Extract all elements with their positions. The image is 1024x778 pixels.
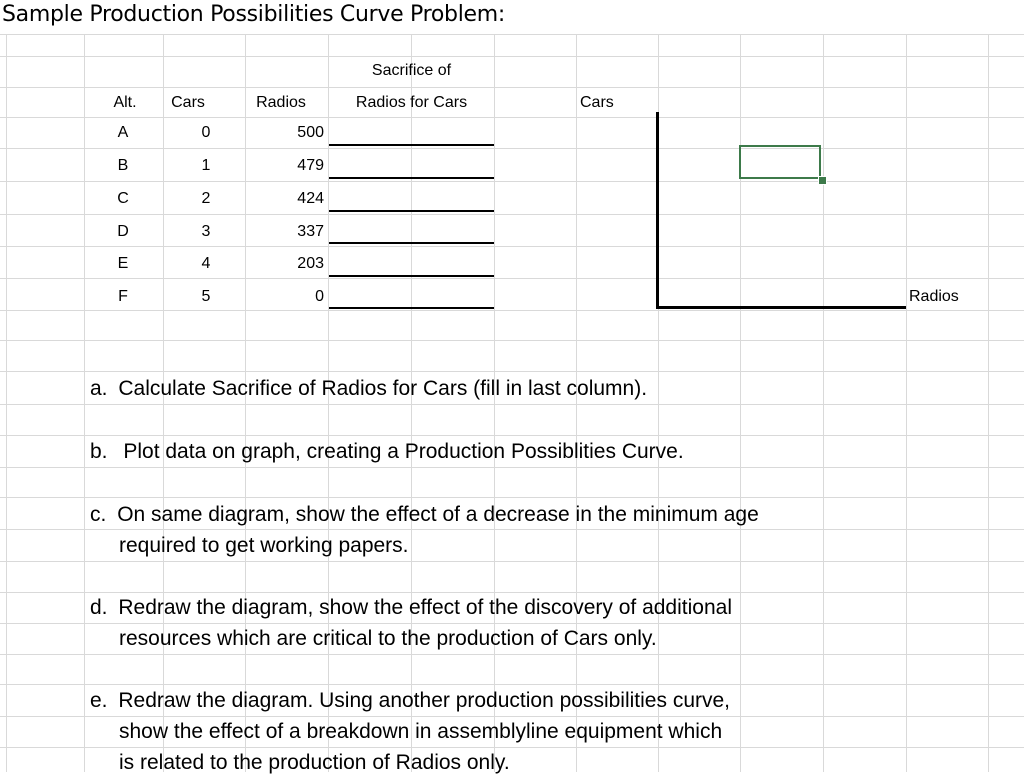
radios-cell[interactable]: 0 (315, 288, 324, 305)
row-gridline (0, 214, 1024, 215)
column-gridline (906, 34, 907, 772)
graph-x-axis-label: Radios (909, 288, 959, 305)
question-c (90, 499, 759, 561)
header-radios: Radios (256, 94, 306, 111)
answer-blank-line[interactable] (329, 307, 494, 309)
radios-cell[interactable]: 337 (297, 223, 324, 240)
header-cars: Cars (171, 94, 205, 111)
row-gridline (0, 56, 1024, 57)
alt-cell[interactable]: F (118, 288, 128, 305)
cars-cell[interactable]: 0 (201, 124, 211, 141)
answer-blank-line[interactable] (329, 210, 494, 212)
column-gridline (823, 34, 824, 772)
question-text: Redraw the diagram, show the effect of the discovery of additional (118, 596, 732, 619)
question-text: is related to the production of Radios only. (119, 751, 510, 774)
selected-cell[interactable] (739, 145, 821, 179)
answer-blank-line[interactable] (329, 242, 494, 244)
question-b (90, 436, 684, 467)
header-sacrifice: Radios for Cars (355, 94, 468, 111)
row-gridline (0, 34, 1024, 35)
question-text: show the effect of a breakdown in assemblyline equipment which (119, 720, 723, 743)
answer-blank-line[interactable] (329, 177, 494, 179)
alt-cell[interactable]: E (117, 255, 129, 272)
alt-cell[interactable]: B (117, 157, 129, 174)
row-gridline (0, 246, 1024, 247)
row-gridline (0, 87, 1024, 88)
question-letter: d. (90, 596, 108, 619)
row-gridline (0, 148, 1024, 149)
radios-cell[interactable]: 479 (297, 157, 324, 174)
column-gridline (6, 34, 7, 772)
question-e (90, 685, 730, 778)
cars-cell[interactable]: 5 (201, 288, 211, 305)
question-text: resources which are critical to the production of Cars only. (119, 627, 657, 650)
question-text: Plot data on graph, creating a Production Possiblities Curve. (123, 440, 684, 463)
question-letter: e. (90, 689, 108, 712)
column-gridline (988, 34, 989, 772)
question-text: Redraw the diagram. Using another production possibilities curve, (118, 689, 731, 712)
column-gridline (84, 34, 85, 772)
row-gridline (0, 117, 1024, 118)
question-a (90, 373, 647, 404)
cars-cell[interactable]: 1 (201, 157, 211, 174)
cars-cell[interactable]: 2 (201, 190, 211, 207)
fill-handle[interactable] (818, 176, 827, 185)
row-gridline (0, 181, 1024, 182)
question-text: Calculate Sacrifice of Radios for Cars (fill in last column). (118, 377, 648, 400)
row-gridline (0, 497, 1024, 498)
graph-y-axis (656, 112, 659, 308)
page-title: Sample Production Possibilities Curve Problem: (2, 2, 505, 27)
question-d (90, 592, 732, 654)
row-gridline (0, 561, 1024, 562)
radios-cell[interactable]: 424 (297, 190, 324, 207)
row-gridline (0, 278, 1024, 279)
question-letter: b. (90, 440, 108, 463)
graph-x-axis (656, 306, 906, 309)
answer-blank-line[interactable] (329, 144, 494, 146)
graph-y-axis-label: Cars (580, 94, 614, 111)
row-gridline (0, 654, 1024, 655)
header-alt: Alt. (113, 94, 137, 111)
question-text: required to get working papers. (119, 534, 409, 557)
radios-cell[interactable]: 203 (297, 255, 324, 272)
cars-cell[interactable]: 3 (201, 223, 211, 240)
question-letter: a. (90, 377, 108, 400)
sacrifice-header-top: Sacrifice of (371, 62, 452, 79)
answer-blank-line[interactable] (329, 275, 494, 277)
radios-cell[interactable]: 500 (297, 124, 324, 141)
question-letter: c. (90, 503, 107, 526)
alt-cell[interactable]: C (117, 190, 129, 207)
row-gridline (0, 340, 1024, 341)
row-gridline (0, 310, 1024, 311)
cars-cell[interactable]: 4 (201, 255, 211, 272)
alt-cell[interactable]: A (117, 124, 129, 141)
alt-cell[interactable]: D (117, 223, 129, 240)
row-gridline (0, 467, 1024, 468)
row-gridline (0, 371, 1024, 372)
question-text: On same diagram, show the effect of a decrease in the minimum age (117, 503, 759, 526)
row-gridline (0, 404, 1024, 405)
